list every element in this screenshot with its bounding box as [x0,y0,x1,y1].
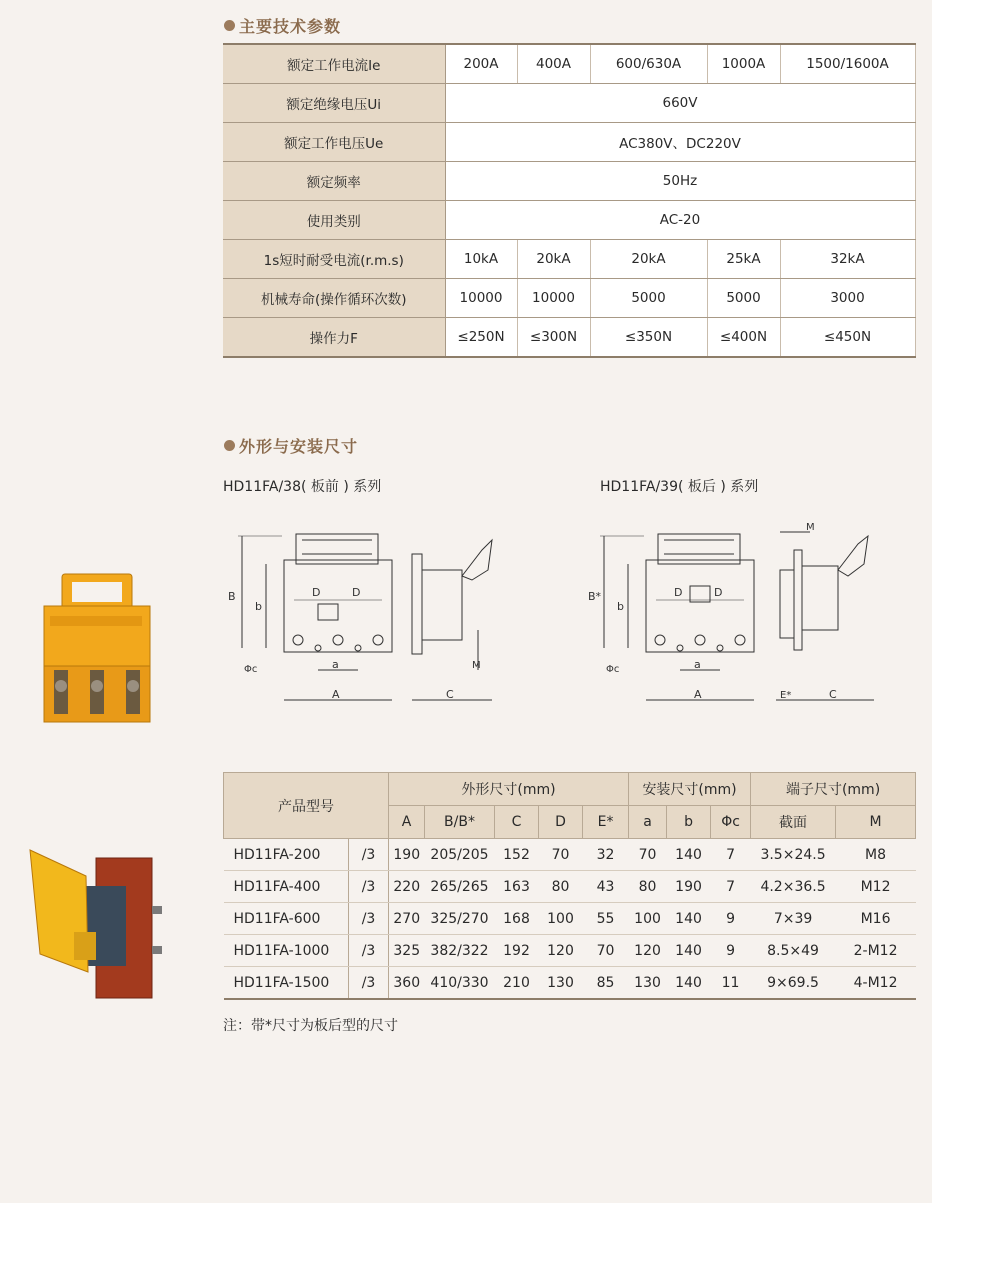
cell-b: 140 [667,903,711,935]
cell-a: 70 [629,839,667,871]
dim-label-B: B [228,590,236,603]
cell-c: 11 [711,967,751,1000]
cell-M: 4-M12 [836,967,916,1000]
cell-section: 9×69.5 [751,967,836,1000]
spec-value: 660V [445,84,915,123]
cell-E: 32 [583,839,629,871]
cell-section: 7×39 [751,903,836,935]
dim-label-M-back: M [806,522,815,533]
cell-M: M12 [836,871,916,903]
cell-section: 8.5×49 [751,935,836,967]
spec-label: 额定工作电流Ie [223,44,445,84]
cell-B: 205/205 [425,839,495,871]
cell-A: 360 [389,967,425,1000]
spec-value: ≤350N [590,318,707,358]
front-switch-photo [40,572,155,724]
back-panel-drawing [584,520,884,720]
spec-value: 600/630A [590,44,707,84]
dim-label-b-back: b [617,600,624,613]
cell-suffix: /3 [349,903,389,935]
cell-suffix: /3 [349,839,389,871]
cell-D: 130 [539,967,583,1000]
cell-E: 43 [583,871,629,903]
cell-b: 140 [667,839,711,871]
dim-label-C: C [446,688,454,701]
dimension-section-title [224,434,358,457]
footnote: 注：带*尺寸为板后型的尺寸 [223,1018,398,1034]
cell-b: 140 [667,935,711,967]
col-header: a [629,806,667,839]
spec-label: 操作力F [223,318,445,358]
bullet-dot-icon [224,440,235,451]
spec-row [223,44,915,84]
front-panel-drawing [222,520,502,720]
spec-section-title [224,14,341,37]
cell-C: 152 [495,839,539,871]
cell-M: M8 [836,839,916,871]
spec-value: ≤400N [707,318,780,358]
cell-D: 70 [539,839,583,871]
spec-row [223,318,915,358]
back-switch-photo [26,846,166,1006]
spec-value: 32kA [780,240,915,279]
cell-D: 100 [539,903,583,935]
cell-c: 7 [711,839,751,871]
cell-E: 70 [583,935,629,967]
spec-value: AC-20 [445,201,915,240]
cell-B: 382/322 [425,935,495,967]
cell-C: 163 [495,871,539,903]
dim-label-D1: D [312,586,321,599]
spec-value: 10000 [517,279,590,318]
spec-value: 10000 [445,279,517,318]
cell-c: 9 [711,935,751,967]
spec-value: AC380V、DC220V [445,123,915,162]
cell-D: 120 [539,935,583,967]
cell-a: 100 [629,903,667,935]
spec-label: 机械寿命(操作循环次数) [223,279,445,318]
spec-value: 5000 [590,279,707,318]
spec-row [223,279,915,318]
cell-E: 55 [583,903,629,935]
cell-E: 85 [583,967,629,1000]
col-header: D [539,806,583,839]
cell-model: HD11FA-1500 [224,967,349,1000]
col-header: C [495,806,539,839]
dim-label-phic: Φc [244,664,258,675]
cell-C: 192 [495,935,539,967]
spec-value: 10kA [445,240,517,279]
spec-value: ≤300N [517,318,590,358]
spec-value: ≤450N [780,318,915,358]
col-header: 截面 [751,806,836,839]
dim-label-C-back: C [829,688,837,701]
col-header: B/B* [425,806,495,839]
cell-D: 80 [539,871,583,903]
dim-label-A-back: A [694,688,702,701]
cell-model: HD11FA-400 [224,871,349,903]
cell-suffix: /3 [349,935,389,967]
dim-label-Estar: E* [780,690,792,701]
spec-value: 20kA [590,240,707,279]
col-header: M [836,806,916,839]
spec-row [223,84,915,123]
cell-M: 2-M12 [836,935,916,967]
cell-A: 220 [389,871,425,903]
dim-label-D2-back: D [714,586,723,599]
cell-a: 120 [629,935,667,967]
spec-label: 额定工作电压Ue [223,123,445,162]
cell-b: 140 [667,967,711,1000]
header-product-model: 产品型号 [224,773,389,839]
cell-section: 3.5×24.5 [751,839,836,871]
table-row [224,871,916,903]
spec-row [223,201,915,240]
col-header: A [389,806,425,839]
spec-table [223,43,916,358]
cell-a: 130 [629,967,667,1000]
cell-M: M16 [836,903,916,935]
spec-value: 50Hz [445,162,915,201]
col-header: E* [583,806,629,839]
cell-model: HD11FA-600 [224,903,349,935]
header-install-group: 安装尺寸(mm) [629,773,751,806]
cell-model: HD11FA-200 [224,839,349,871]
spec-row [223,240,915,279]
spec-label: 1s短时耐受电流(r.m.s) [223,240,445,279]
cell-suffix: /3 [349,871,389,903]
spec-row [223,162,915,201]
cell-A: 270 [389,903,425,935]
table-row [224,967,916,1000]
cell-A: 325 [389,935,425,967]
dim-label-M: M [472,660,481,671]
cell-b: 190 [667,871,711,903]
col-header: Φc [711,806,751,839]
cell-c: 9 [711,903,751,935]
dim-label-D1-back: D [674,586,683,599]
cell-c: 7 [711,871,751,903]
spec-row [223,123,915,162]
spec-value: 1500/1600A [780,44,915,84]
cell-B: 265/265 [425,871,495,903]
cell-B: 410/330 [425,967,495,1000]
col-header: b [667,806,711,839]
table-row [224,935,916,967]
spec-value: 200A [445,44,517,84]
spec-label: 使用类别 [223,201,445,240]
cell-model: HD11FA-1000 [224,935,349,967]
header-outline-group: 外形尺寸(mm) [389,773,629,806]
cell-C: 210 [495,967,539,1000]
table-row [224,839,916,871]
cell-a: 80 [629,871,667,903]
dim-label-a-back: a [694,658,701,671]
spec-value: 1000A [707,44,780,84]
spec-value: 3000 [780,279,915,318]
spec-label: 额定绝缘电压Ui [223,84,445,123]
bullet-dot-icon [224,20,235,31]
dim-label-Bstar: B* [588,590,602,603]
front-series-label: HD11FA/38( 板前 ) 系列 [223,479,382,495]
dim-label-D2: D [352,586,361,599]
dim-label-A: A [332,688,340,701]
cell-A: 190 [389,839,425,871]
spec-value: 20kA [517,240,590,279]
spec-title-text: 主要技术参数 [239,17,342,36]
table-row [224,903,916,935]
dimension-table [223,772,916,1000]
back-series-label: HD11FA/39( 板后 ) 系列 [600,479,759,495]
spec-value: 25kA [707,240,780,279]
spec-value: ≤250N [445,318,517,358]
cell-section: 4.2×36.5 [751,871,836,903]
dim-label-a: a [332,658,339,671]
dim-label-phic-back: Φc [606,664,620,675]
spec-value: 400A [517,44,590,84]
dimension-title-text: 外形与安装尺寸 [239,437,359,456]
cell-B: 325/270 [425,903,495,935]
header-terminal-group: 端子尺寸(mm) [751,773,916,806]
cell-C: 168 [495,903,539,935]
spec-label: 额定频率 [223,162,445,201]
dim-label-b: b [255,600,262,613]
cell-suffix: /3 [349,967,389,1000]
spec-value: 5000 [707,279,780,318]
